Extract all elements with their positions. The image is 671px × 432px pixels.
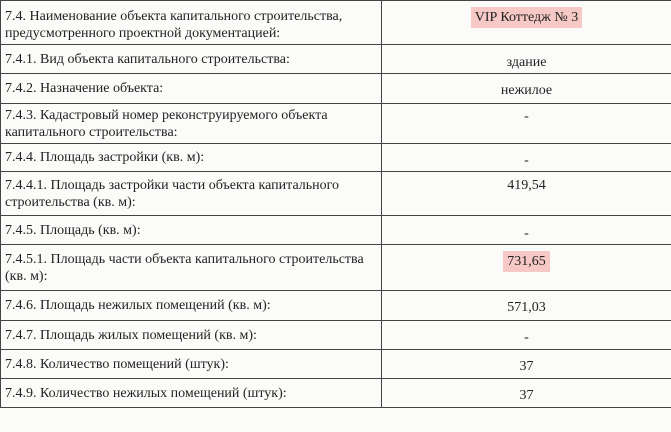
- row-value: -: [382, 216, 671, 245]
- table-row: [1, 245, 671, 291]
- row-value: 37: [382, 379, 671, 408]
- row-value: 419,54: [382, 172, 671, 216]
- row-value: нежилое: [382, 74, 671, 104]
- table-row: [1, 74, 671, 104]
- row-value: 571,03: [382, 291, 671, 321]
- table-row: [1, 216, 671, 245]
- row-value: 37: [382, 350, 671, 379]
- row-label: 7.4.4. Площадь застройки (кв. м):: [1, 144, 382, 172]
- row-label: 7.4.2. Назначение объекта:: [1, 74, 382, 104]
- table-row: [1, 144, 671, 172]
- table-row: [1, 321, 671, 350]
- row-value: -: [382, 104, 671, 144]
- row-label: 7.4. Наименование объекта капитального строительства, предусмотренного проектной документацией:: [1, 1, 382, 45]
- row-value: -: [382, 144, 671, 172]
- row-value-cell: [382, 245, 671, 291]
- row-label: 7.4.6. Площадь нежилых помещений (кв. м):: [1, 291, 382, 321]
- table-row: [1, 104, 671, 144]
- row-label: 7.4.8. Количество помещений (штук):: [1, 350, 382, 379]
- table-row: [1, 172, 671, 216]
- row-value-cell: [382, 1, 671, 45]
- table-row: [1, 45, 671, 74]
- row-label: 7.4.5.1. Площадь части объекта капитального строительства (кв. м):: [1, 245, 382, 291]
- row-label: 7.4.5. Площадь (кв. м):: [1, 216, 382, 245]
- table-row: [1, 1, 671, 45]
- highlighted-area-value: 731,65: [503, 251, 550, 272]
- row-label: 7.4.7. Площадь жилых помещений (кв. м):: [1, 321, 382, 350]
- table-row: [1, 291, 671, 321]
- row-label: 7.4.3. Кадастровый номер реконструируемого объекта капитального строительства:: [1, 104, 382, 144]
- row-label: 7.4.4.1. Площадь застройки части объекта капитального строительства (кв. м):: [1, 172, 382, 216]
- row-label: 7.4.1. Вид объекта капитального строительства:: [1, 45, 382, 74]
- row-label: 7.4.9. Количество нежилых помещений (штук):: [1, 379, 382, 408]
- highlighted-object-name: VIP Коттедж № 3: [471, 7, 582, 28]
- row-value: -: [382, 321, 671, 350]
- table-row: [1, 350, 671, 379]
- table-row: [1, 379, 671, 408]
- row-value: здание: [382, 45, 671, 74]
